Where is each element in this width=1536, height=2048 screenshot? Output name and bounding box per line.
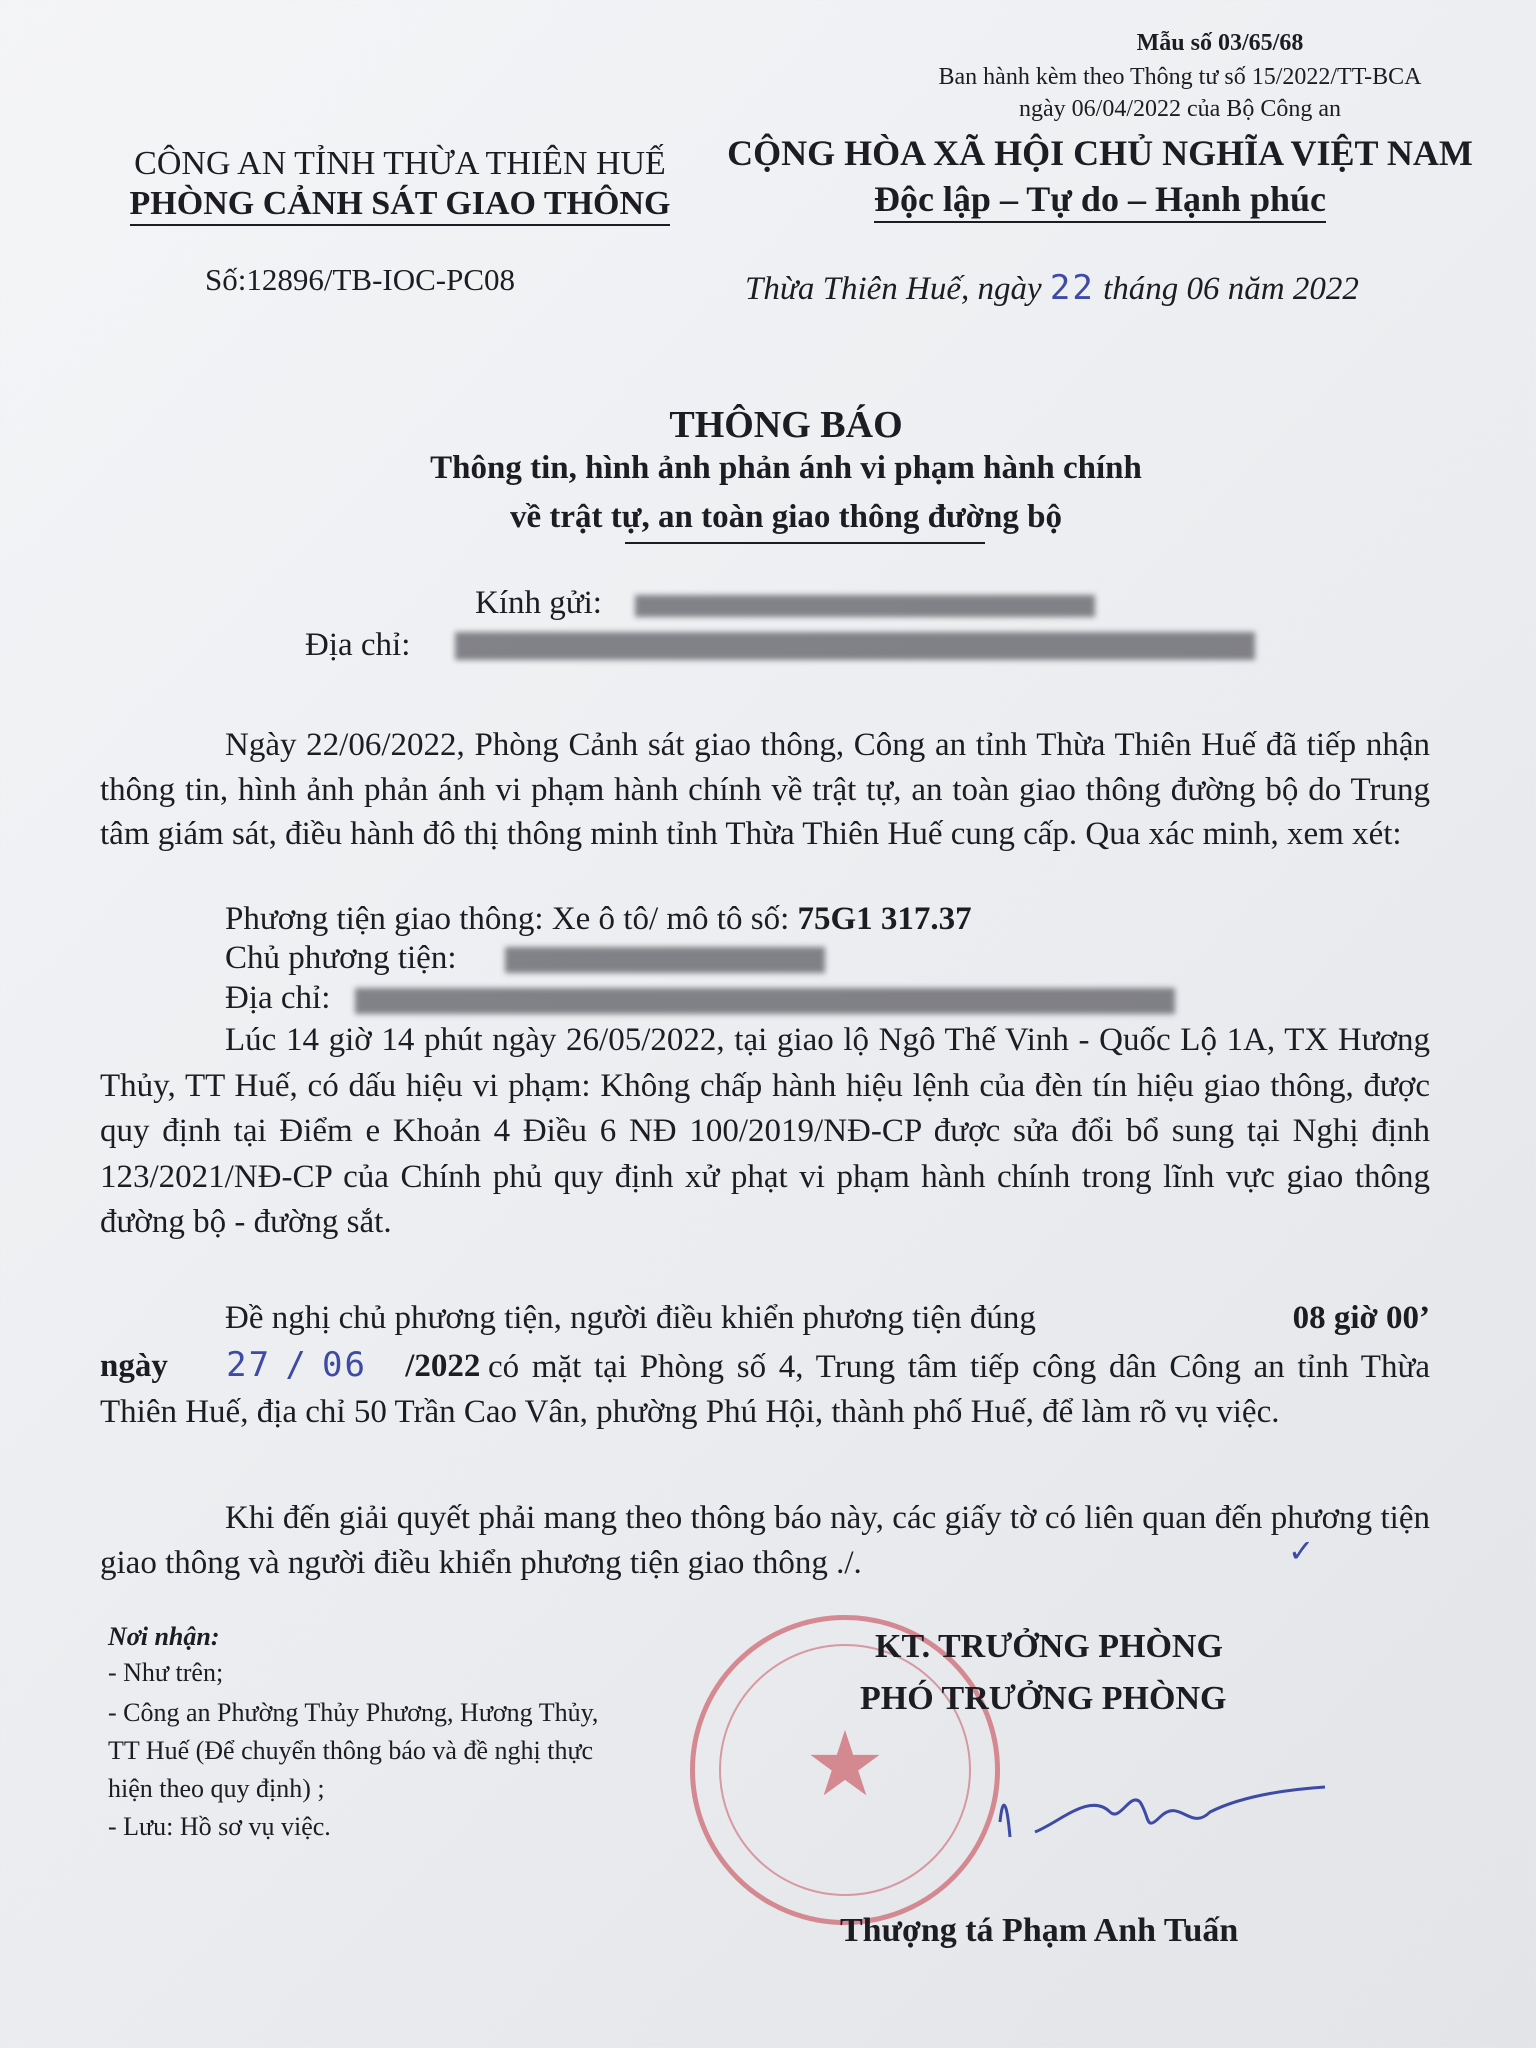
violation-paragraph: Lúc 14 giờ 14 phút ngày 26/05/2022, tại giao lộ Ngô Thế Vinh - Quốc Lộ 1A, TX Hương Thủy, TT Huế, có dấu hiệu vi phạm: Không chấp hành hiệu lệnh của đèn tín hiệu giao thông, được quy định tại Điểm e Khoản 4 Điều 6 NĐ 100/2019/NĐ-CP được sửa đổi bổ sung tại Nghị định 123/2021/NĐ-CP của Chính phủ quy định xử phạt vi phạm hành chính trong lĩnh vực giao thông đường bộ - đường sắt.	[100, 1022, 1430, 1240]
agency-name	[60, 185, 740, 223]
request-paragraph: có mặt tại Phòng số 4, Trung tâm tiếp công dân Công an tỉnh Thừa Thiên Huế, địa chỉ 50 Trần Cao Vân, phường Phú Hội, thành phố Huế, để làm rõ vụ việc.	[100, 1349, 1430, 1430]
check-mark-handwritten: ✓	[1290, 1530, 1314, 1571]
recipients-item-2c: hiện theo quy định) ;	[108, 1774, 325, 1803]
signature-title-1: KT. TRƯỞNG PHÒNG	[875, 1628, 1223, 1665]
intro-paragraph: Ngày 22/06/2022, Phòng Cảnh sát giao thông, Công an tỉnh Thừa Thiên Huế đã tiếp nhận thông tin, hình ảnh phản ánh vi phạm hành chính về trật tự, an toàn giao thông đường bộ do Trung tâm giám sát, điều hành đô thị thông minh tỉnh Thừa Thiên Huế cung cấp. Qua xác minh, xem xét:	[100, 727, 1430, 852]
place-date	[745, 268, 1359, 308]
recipients-item-1: - Như trên;	[108, 1658, 224, 1687]
recipient-address-redacted	[455, 632, 1255, 660]
stamp-star-icon: ★	[804, 1712, 886, 1817]
document-number: Số:12896/TB-IOC-PC08	[205, 262, 516, 297]
motto	[700, 178, 1500, 220]
date-suffix: tháng 06 năm 2022	[1103, 271, 1359, 307]
document-title: THÔNG BÁO	[669, 404, 903, 446]
request-time: 08 giờ 00’	[1292, 1300, 1430, 1336]
request-line-1	[225, 1300, 1430, 1337]
recipients-label: Nơi nhận:	[108, 1622, 220, 1651]
request-year: /2022	[405, 1348, 481, 1384]
recipient-address-label: Địa chỉ:	[305, 627, 411, 663]
owner-address-label: Địa chỉ:	[225, 980, 331, 1016]
request-pre: Đề nghị chủ phương tiện, người điều khiển phương tiện đúng	[225, 1300, 1036, 1336]
signer-name: Thượng tá Phạm Anh Tuấn	[840, 1912, 1239, 1949]
vehicle-label: Phương tiện giao thông: Xe ô tô/ mô tô số:	[225, 901, 790, 937]
document-subtitle-2: về trật tự, an toàn giao thông đường bộ	[509, 499, 1062, 535]
owner-address-redacted	[355, 988, 1175, 1014]
date-day-handwritten: 22	[1049, 268, 1095, 308]
vehicle-plate: 75G1 317.37	[797, 901, 972, 937]
country-name: CỘNG HÒA XÃ HỘI CHỦ NGHĨA VIỆT NAM	[727, 133, 1473, 173]
agency-name-text: PHÒNG CẢNH SÁT GIAO THÔNG	[130, 185, 671, 226]
date-prefix: Thừa Thiên Huế, ngày	[745, 271, 1042, 307]
document-subtitle-1: Thông tin, hình ảnh phản ánh vi phạm hành chính	[430, 450, 1142, 486]
request-month-handwritten: 06	[322, 1345, 367, 1385]
recipients-item-2b: TT Huế (Để chuyển thông báo và đề nghị thực	[108, 1736, 594, 1765]
owner-label: Chủ phương tiện:	[225, 940, 457, 976]
signature-title-2: PHÓ TRƯỞNG PHÒNG	[860, 1680, 1227, 1717]
recipient-redacted	[635, 595, 1095, 617]
closing-paragraph: Khi đến giải quyết phải mang theo thông báo này, các giấy tờ có liên quan đến phương tiện giao thông và người điều khiển phương tiện giao thông ./.	[100, 1500, 1430, 1581]
request-day-handwritten: 27	[226, 1345, 272, 1385]
recipient-label: Kính gửi:	[475, 585, 602, 621]
owner-redacted	[505, 947, 825, 973]
form-issued-line: Ban hành kèm theo Thông tư số 15/2022/TT-BCA	[938, 64, 1422, 90]
request-day-label: ngày	[100, 1348, 168, 1384]
motto-text: Độc lập – Tự do – Hạnh phúc	[874, 179, 1326, 223]
recipients-item-3: - Lưu: Hồ sơ vụ việc.	[108, 1812, 331, 1841]
recipients-item-2a: - Công an Phường Thủy Phương, Hương Thủy,	[108, 1698, 599, 1727]
vehicle-line	[225, 901, 972, 938]
handwritten-signature	[980, 1762, 1340, 1872]
title-underline	[625, 542, 985, 544]
request-sep-handwritten: /	[285, 1345, 308, 1385]
form-number: Mẫu số 03/65/68	[1136, 30, 1304, 56]
agency-parent: CÔNG AN TỈNH THỪA THIÊN HUẾ	[134, 145, 666, 182]
form-date-line: ngày 06/04/2022 của Bộ Công an	[1019, 96, 1341, 122]
